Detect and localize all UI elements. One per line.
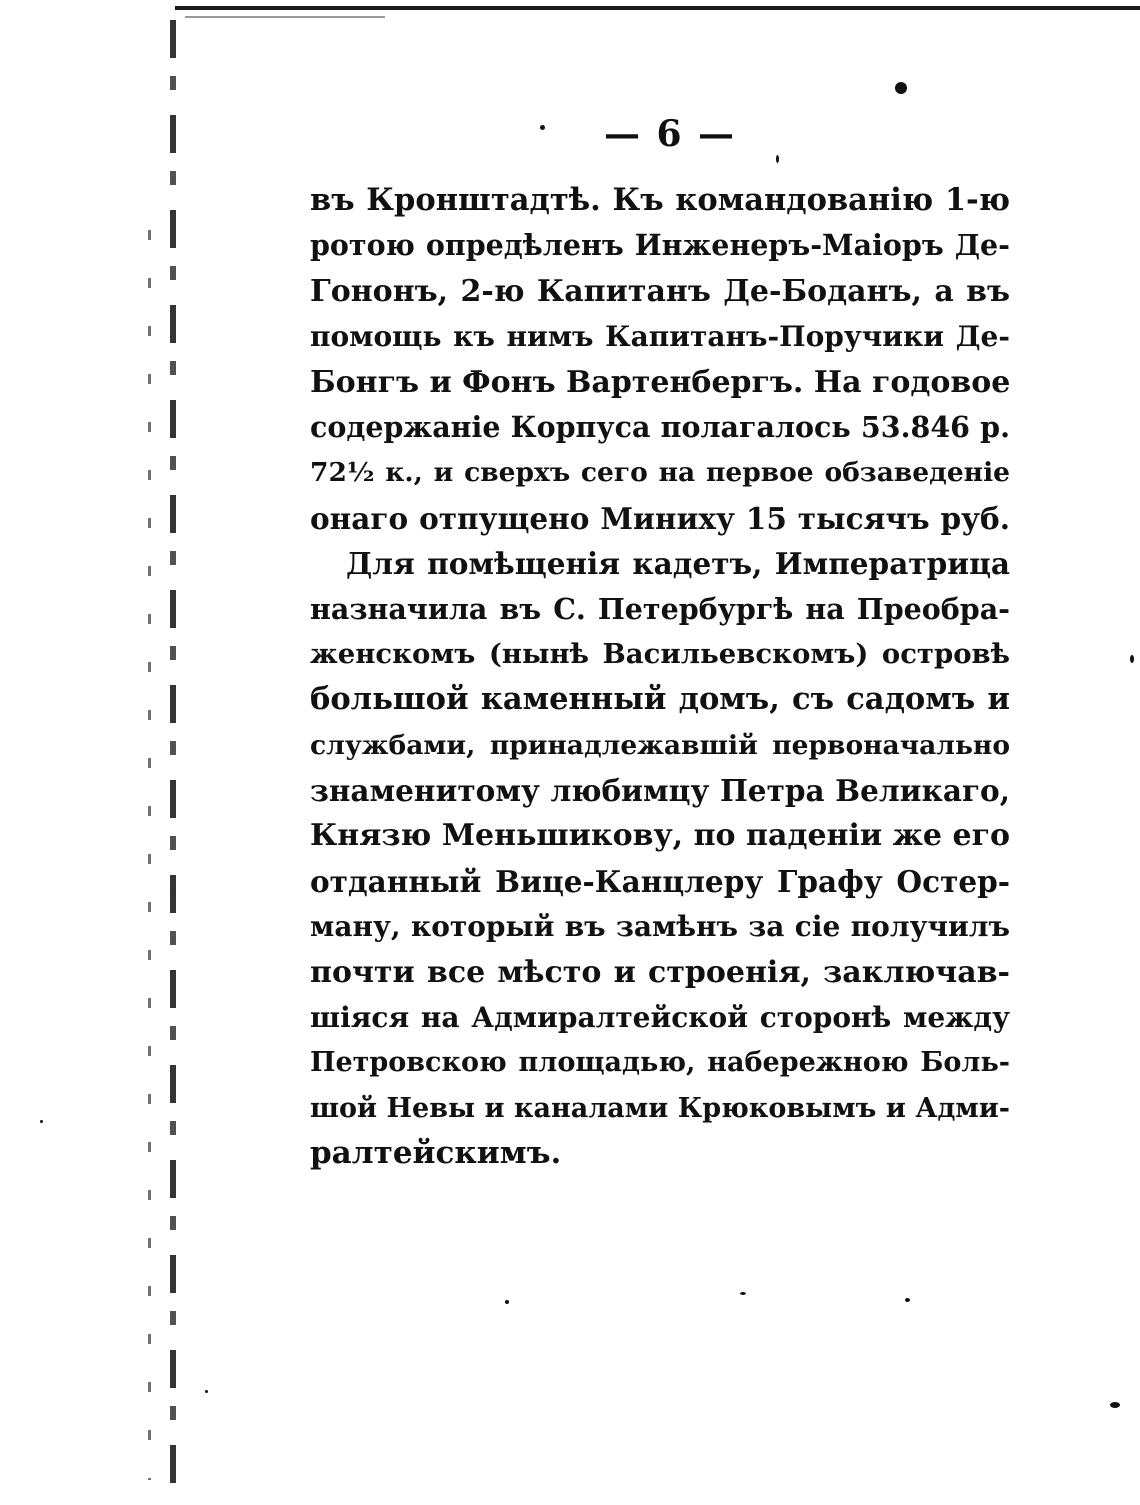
- text-line: помощь къ нимъ Капитанъ-Поручики Де-: [310, 320, 1010, 354]
- top-edge-rule: [175, 6, 1140, 10]
- scan-speck: [776, 155, 779, 163]
- text-line: Для помѣщенія кадетъ, Императрица: [346, 546, 1010, 582]
- scan-speck: [40, 1120, 43, 1123]
- scan-speck: [505, 1300, 509, 1304]
- text-line: содержаніе Корпуса полагалось 53.846 р.: [310, 409, 1010, 444]
- top-edge-rule-thin: [185, 16, 385, 18]
- scan-speck: [740, 1292, 746, 1295]
- body-text: [310, 178, 1010, 1177]
- text-line: Петровскою площадью, набережною Боль-: [310, 1047, 1010, 1079]
- text-line: Бонгъ и Фонъ Вартенбергъ. На годовое: [310, 364, 1011, 400]
- text-line: ротою опредѣленъ Инженеръ-Маіоръ Де-: [310, 228, 1010, 263]
- text-line: женскомъ (нынѣ Васильевскомъ) островѣ: [310, 637, 1010, 670]
- scan-speck: [1110, 1402, 1120, 1408]
- left-binding-edge: [170, 20, 176, 1490]
- text-line: Князю Меньшикову, по паденіи же его: [310, 818, 1010, 854]
- page-number: — 6 —: [603, 113, 737, 155]
- scan-speck: [1130, 655, 1134, 663]
- scan-speck: [905, 1298, 910, 1302]
- text-line: ралтейскимъ.: [310, 1135, 562, 1172]
- text-line: знаменитому любимцу Петра Великаго,: [310, 773, 1010, 809]
- text-line: Гононъ, 2-ю Капитанъ Де-Боданъ, а въ: [310, 273, 1010, 309]
- text-line: шіяся на Адмиралтейской сторонѣ между: [310, 1001, 1010, 1035]
- scan-speck: [895, 82, 907, 94]
- scan-speck: [205, 1390, 208, 1393]
- text-line: назначила въ С. Петербургѣ на Преобра-: [310, 591, 1010, 626]
- text-line: ману, который въ замѣнъ за сіе получилъ: [310, 910, 1010, 944]
- text-line: службами, принадлежавшій первоначально: [310, 729, 1010, 761]
- text-line: онаго отпущено Миниху 15 тысячъ руб.: [310, 500, 1010, 536]
- text-line: 72½ к., и сверхъ сего на первое обзаведеніе: [310, 457, 1010, 489]
- text-line: большой каменный домъ, съ садомъ и: [310, 681, 1010, 718]
- text-line: въ Кронштадтѣ. Къ командованію 1-ю: [310, 182, 1010, 218]
- text-line: шой Невы и каналами Крюковымъ и Адми-: [310, 1092, 1010, 1124]
- left-binding-shadow: [148, 230, 151, 1480]
- text-line: почти все мѣсто и строенія, заключав-: [310, 954, 1010, 990]
- text-line: отданный Вице-Канцлеру Графу Остер-: [310, 863, 1010, 899]
